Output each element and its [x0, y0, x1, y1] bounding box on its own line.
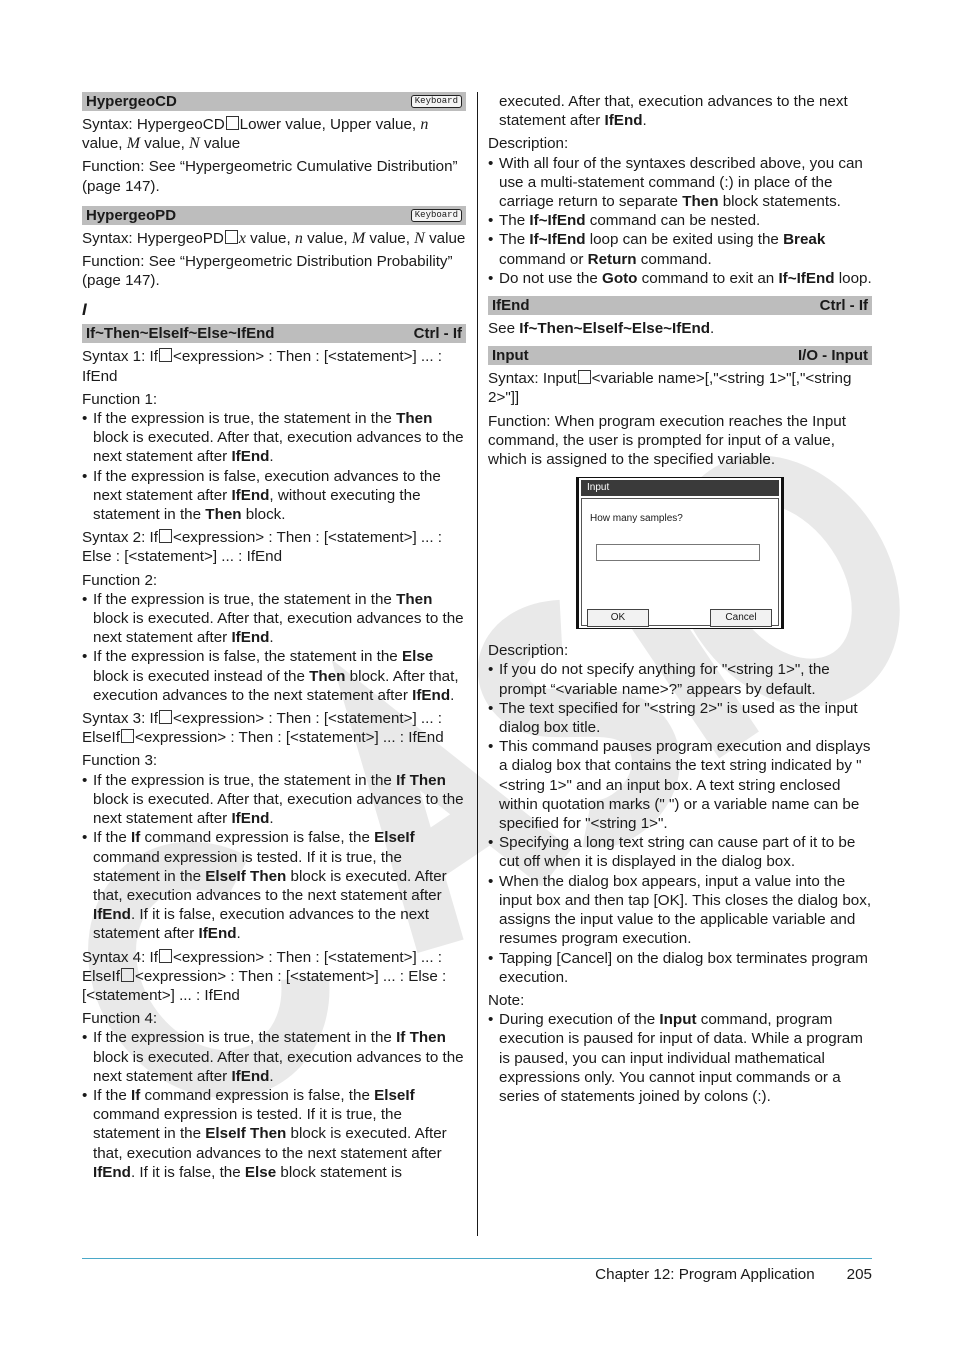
ok-button[interactable]: OK	[587, 609, 649, 627]
keyword: Input	[659, 1011, 697, 1029]
syntax-text: value	[424, 229, 466, 247]
list-item: • If you do not specify anything for "<string 1>", the prompt “<variable name>?” appears by default.	[488, 660, 872, 698]
list-item: • The text specified for "<string 2>" is used as the input dialog box title.	[488, 699, 872, 737]
keyword: ElseIf Then	[205, 1125, 287, 1143]
keyword: IfEnd	[231, 810, 270, 828]
text: command can be nested.	[585, 212, 761, 230]
syntax-text: value,	[82, 135, 127, 153]
var-n: n	[294, 229, 303, 247]
text: block is executed. After that, execution advances to the next statement after	[93, 610, 464, 647]
list-item	[488, 230, 872, 268]
text: command expression is tested. If it is true, the statement in the	[93, 848, 402, 885]
input-description-label: Description:	[488, 642, 569, 660]
function-1-label: Function 1:	[82, 390, 158, 408]
keyword: IfEnd	[93, 906, 131, 924]
keyboard-badge: Keyboard	[411, 209, 462, 222]
continued-text	[488, 92, 872, 130]
keyword: If~IfEnd	[529, 231, 586, 249]
keyword: If~Then~ElseIf~Else~IfEnd	[519, 320, 711, 338]
list-item	[82, 467, 466, 525]
space-symbol-icon	[159, 348, 172, 362]
text: block is executed. After that, execution advances to the next statement after	[93, 429, 464, 466]
syntax-text: <expression> : Then : [<statement>] ... : ElseIf	[82, 710, 443, 747]
description-list	[488, 154, 872, 288]
text: . If it is false, execution advances to the next statement after	[93, 906, 429, 943]
text: If the expression is false, execution advances to the next statement after	[93, 467, 441, 504]
syntax-text: <expression> : Then : [<statement>] ... : ElseIf	[82, 948, 443, 985]
text: , without executing the statement in the	[93, 486, 421, 524]
text: block is executed. After that, execution advances to the next statement after	[93, 1048, 464, 1085]
keyword: IfEnd	[412, 686, 451, 704]
input-title: Input	[492, 347, 529, 365]
function-3-label: Function 3:	[82, 752, 158, 770]
text: command.	[636, 250, 712, 268]
syntax-text: Lower value, Upper value,	[239, 116, 421, 133]
ifend-header	[488, 296, 872, 315]
keyword: If	[131, 1086, 141, 1104]
syntax-4	[82, 948, 466, 1006]
list-item	[82, 647, 466, 705]
left-column	[82, 92, 466, 1182]
dialog-prompt: How many samples?	[590, 513, 683, 525]
keyword: IfEnd	[604, 112, 643, 130]
list-item	[82, 771, 466, 829]
keyboard-badge: Keyboard	[411, 95, 462, 108]
text: command, program execution is paused for input of data. While a program is paused, you can input individual mathematical expressions only. You cannot input commands or a series of statements joined by colons (:).	[499, 1011, 863, 1105]
text: block is executed instead of the	[93, 667, 310, 685]
list-item	[488, 269, 872, 288]
page-footer	[595, 1266, 872, 1283]
right-column	[488, 92, 872, 1106]
column-divider	[477, 92, 478, 1236]
function-3-list	[82, 771, 466, 944]
text: The	[499, 212, 530, 230]
keyword: IfEnd	[198, 925, 237, 943]
text: The	[499, 231, 530, 249]
var-M: M	[126, 135, 141, 153]
dialog-body	[581, 498, 779, 626]
keyword: If	[131, 829, 141, 847]
syntax-text: <variable name>[,"<string 1>"[,"<string 2>"]]	[488, 370, 852, 407]
note-list	[488, 1010, 872, 1106]
hypergeocd-function: Function: See “Hypergeometric Cumulative Distribution” (page 147).	[82, 158, 458, 195]
text: If the expression is true, the statement in the	[93, 1029, 397, 1047]
hypergeocd-syntax	[82, 115, 466, 153]
input-header	[488, 346, 872, 365]
keyword: IfEnd	[231, 629, 270, 647]
function-1-list	[82, 409, 466, 524]
ifend-title: IfEnd	[492, 297, 530, 315]
list-item	[82, 1086, 466, 1182]
function-2-list	[82, 590, 466, 705]
syntax-2	[82, 528, 466, 566]
syntax-text: Syntax 2: If	[82, 529, 158, 547]
hypergeocd-header	[82, 92, 466, 111]
text: command expression is false, the	[140, 829, 375, 847]
chapter-title: Chapter 12: Program Application	[595, 1266, 815, 1283]
keyword: If~IfEnd	[778, 269, 835, 287]
keyword: Then	[396, 590, 433, 608]
var-N: N	[414, 229, 425, 247]
text: If the	[93, 829, 131, 847]
function-4-label: Function 4:	[82, 1010, 158, 1028]
keyword: Else	[244, 1163, 277, 1181]
continued-list	[488, 92, 872, 130]
syntax-text: Syntax 4: If	[82, 948, 158, 966]
hypergeopd-syntax	[82, 229, 466, 248]
keyword: Break	[783, 231, 826, 249]
text: .	[269, 1067, 274, 1085]
keyword: Then	[205, 506, 242, 524]
note-label: Note:	[488, 991, 525, 1009]
list-item	[82, 409, 466, 467]
syntax-text: Syntax: HypergeoCD	[82, 116, 225, 133]
syntax-text: <expression> : Then : [<statement>] ... : Else : [<statement>] ... : IfEnd	[82, 967, 447, 1004]
description-label: Description:	[488, 135, 569, 153]
list-item: • Specifying a long text string can cause part of it to be cut off when it is displayed in the dialog box.	[488, 833, 872, 871]
syntax-text: <expression> : Then : [<statement>] ... : IfEnd	[82, 348, 443, 385]
input-syntax	[488, 369, 872, 407]
syntax-text: Syntax 3: If	[82, 710, 158, 728]
dialog-title: Input	[581, 480, 779, 496]
text: command or	[499, 250, 588, 268]
list-item	[488, 154, 872, 212]
keyword: If Then	[396, 771, 446, 789]
text: With all four of the syntaxes described above, you can use a multi-statement command (:) in place of the carriage return to separate	[499, 154, 863, 211]
watermark-text: CASIO	[0, 0, 4, 1]
ifthen-header	[82, 324, 466, 343]
ifthen-title: If~Then~ElseIf~Else~IfEnd	[86, 325, 275, 343]
keyword: IfEnd	[93, 1163, 131, 1181]
keyword: Goto	[602, 269, 638, 287]
ifend-see	[488, 319, 872, 338]
text: .	[269, 629, 274, 647]
space-symbol-icon	[121, 968, 134, 982]
keyword: Else	[401, 648, 434, 666]
keyword: ElseIf	[374, 829, 415, 847]
list-item: • When the dialog box appears, input a value into the input box and then tap [OK]. This closes the dialog box, assigns the input value to the applicable variable and resumes program execution.	[488, 872, 872, 949]
keyword: Return	[587, 250, 637, 268]
text: .	[450, 686, 455, 704]
text: If the expression is true, the statement in the	[93, 771, 397, 789]
syntax-text: Syntax: Input	[488, 370, 577, 388]
syntax-text: value,	[140, 135, 190, 153]
space-symbol-icon	[121, 729, 134, 743]
ifend-shortcut: Ctrl - If	[819, 297, 868, 315]
list-item	[82, 828, 466, 943]
var-n: n	[420, 116, 429, 133]
keyword: Then	[309, 667, 346, 685]
space-symbol-icon	[159, 710, 172, 724]
text: During execution of the	[499, 1011, 660, 1029]
text: .	[710, 320, 715, 338]
syntax-text: value,	[245, 229, 295, 247]
hypergeopd-function: Function: See “Hypergeometric Distribution Probability” (page 147).	[82, 253, 453, 290]
syntax-text: value	[199, 135, 241, 153]
var-M: M	[351, 229, 366, 247]
input-shortcut: I/O - Input	[798, 347, 868, 365]
space-symbol-icon	[225, 230, 238, 244]
text: command to exit an	[637, 269, 779, 287]
text: block. After that, execution advances to the next statement after	[93, 667, 459, 704]
var-x: x	[238, 229, 246, 247]
list-item	[82, 590, 466, 648]
keyword: ElseIf	[374, 1086, 415, 1104]
space-symbol-icon	[159, 949, 172, 963]
keyword: IfEnd	[231, 1067, 270, 1085]
text: block statements.	[718, 193, 841, 211]
keyword: ElseIf Then	[205, 867, 287, 885]
list-item: • Tapping [Cancel] on the dialog box terminates program execution.	[488, 949, 872, 987]
text: loop.	[834, 269, 872, 287]
keyword: IfEnd	[231, 448, 270, 466]
text: command expression is false, the	[140, 1086, 375, 1104]
cancel-button[interactable]: Cancel	[710, 609, 772, 627]
keyword: If~IfEnd	[529, 212, 586, 230]
var-N: N	[189, 135, 200, 153]
syntax-3	[82, 709, 466, 747]
text: If the expression is true, the statement in the	[93, 590, 397, 608]
dialog-input-box[interactable]	[596, 544, 760, 561]
ifthen-shortcut: Ctrl - If	[413, 325, 462, 343]
text: . If it is false, the	[130, 1163, 245, 1181]
section-letter: I	[82, 300, 87, 320]
list-item	[488, 1010, 872, 1106]
footer-rule	[82, 1258, 872, 1259]
syntax-text: Syntax 1: If	[82, 348, 158, 366]
text: block statement is	[276, 1163, 402, 1181]
text: If the expression is false, the statement in the	[93, 648, 402, 666]
hypergeocd-title: HypergeoCD	[86, 93, 177, 110]
function-4-list	[82, 1028, 466, 1182]
text: .	[269, 448, 274, 466]
text: See	[488, 320, 520, 338]
syntax-text: <expression> : Then : [<statement>] ... : Else : [<statement>] ... : IfEnd	[82, 529, 443, 566]
text: block is executed. After that, execution advances to the next statement after	[93, 790, 464, 828]
syntax-text: value,	[302, 229, 352, 247]
text: block is executed. After that, execution advances to the next statement after	[93, 1125, 447, 1162]
text: .	[236, 925, 241, 943]
list-item: • This command pauses program execution and displays a dialog box that contains the text string indicated by "<string 1>" and an input box. A text string enclosed within quotation marks (" ") or a variable name can be specified for "<string 1>".	[488, 737, 872, 833]
text: loop can be exited using the	[585, 231, 784, 249]
page-number: 205	[846, 1266, 872, 1283]
text: command expression is tested. If it is true, the statement in the	[93, 1106, 402, 1143]
syntax-text: Syntax: HypergeoPD	[82, 229, 224, 247]
dialog-screenshot	[488, 477, 872, 629]
syntax-text: value,	[365, 229, 415, 247]
keyword: Then	[396, 410, 433, 428]
list-item	[82, 1028, 466, 1086]
text: If the expression is true, the statement in the	[93, 410, 397, 428]
space-symbol-icon	[159, 529, 172, 543]
text: block.	[241, 506, 286, 524]
hypergeopd-header	[82, 206, 466, 225]
function-2-label: Function 2:	[82, 571, 158, 589]
syntax-text: <expression> : Then : [<statement>] ... : IfEnd	[134, 729, 444, 747]
keyword: IfEnd	[231, 486, 270, 504]
keyword: Then	[682, 193, 719, 211]
text: .	[642, 112, 647, 130]
keyword: If Then	[396, 1029, 446, 1047]
text: block is executed. After that, execution advances to the next statement after	[93, 867, 447, 904]
input-function: Function: When program execution reaches the Input command, the user is prompted for input of a value, which is assigned to the specified variable.	[488, 412, 846, 469]
space-symbol-icon	[226, 116, 239, 130]
text: executed. After that, execution advances to the next statement after	[499, 93, 848, 130]
input-dialog	[576, 477, 784, 629]
text: .	[269, 810, 274, 828]
space-symbol-icon	[578, 370, 591, 384]
hypergeopd-title: HypergeoPD	[86, 206, 177, 224]
list-item	[488, 211, 872, 230]
text: If the	[93, 1086, 131, 1104]
text: Do not use the	[499, 269, 603, 287]
input-description-list	[488, 660, 872, 986]
syntax-1	[82, 347, 466, 385]
